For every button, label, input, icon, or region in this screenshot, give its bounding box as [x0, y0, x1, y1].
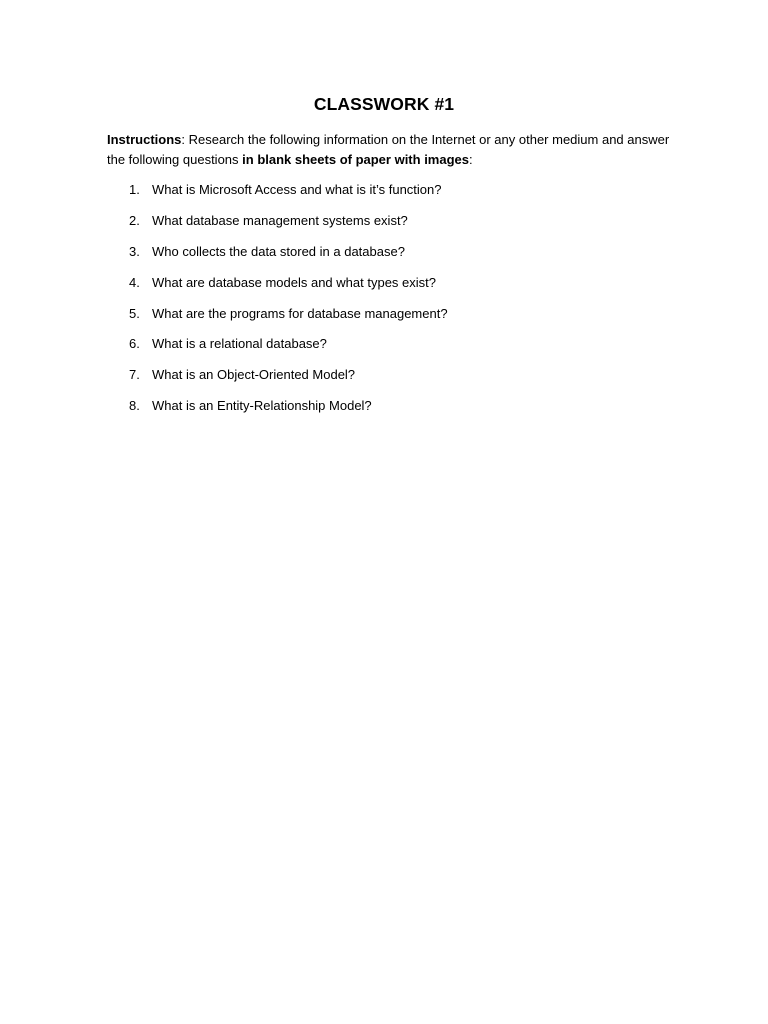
instructions-separator: : [181, 132, 189, 147]
question-text: What are database models and what types exist? [152, 274, 436, 290]
question-text: Who collects the data stored in a database? [152, 243, 405, 259]
instructions-label: Instructions [107, 132, 182, 147]
instructions-end: : [469, 151, 473, 167]
page-title: CLASSWORK #1 [313, 94, 455, 114]
question-text: What are the programs for database management? [152, 305, 448, 321]
question-number: 5. [129, 305, 140, 321]
question-number: 6. [129, 336, 140, 352]
question-text: What is an Entity-Relationship Model? [152, 398, 372, 414]
question-number: 3. [129, 243, 140, 259]
instructions-text: Research the following information on the Internet or any other medium and answer the following questions [107, 132, 670, 167]
instructions-paragraph [107, 130, 677, 169]
question-number: 7. [129, 367, 140, 383]
question-number: 8. [129, 398, 140, 414]
question-text: What is Microsoft Access and what is it’s function? [152, 182, 442, 197]
question-text: What database management systems exist? [152, 212, 408, 228]
question-text: What is an Object-Oriented Model? [152, 367, 356, 383]
question-number: 2. [129, 212, 140, 228]
instructions-emphasis: in blank sheets of paper with images [242, 151, 469, 167]
question-number: 1. [129, 182, 140, 197]
question-number: 4. [129, 274, 140, 290]
question-text: What is a relational database? [152, 336, 327, 352]
